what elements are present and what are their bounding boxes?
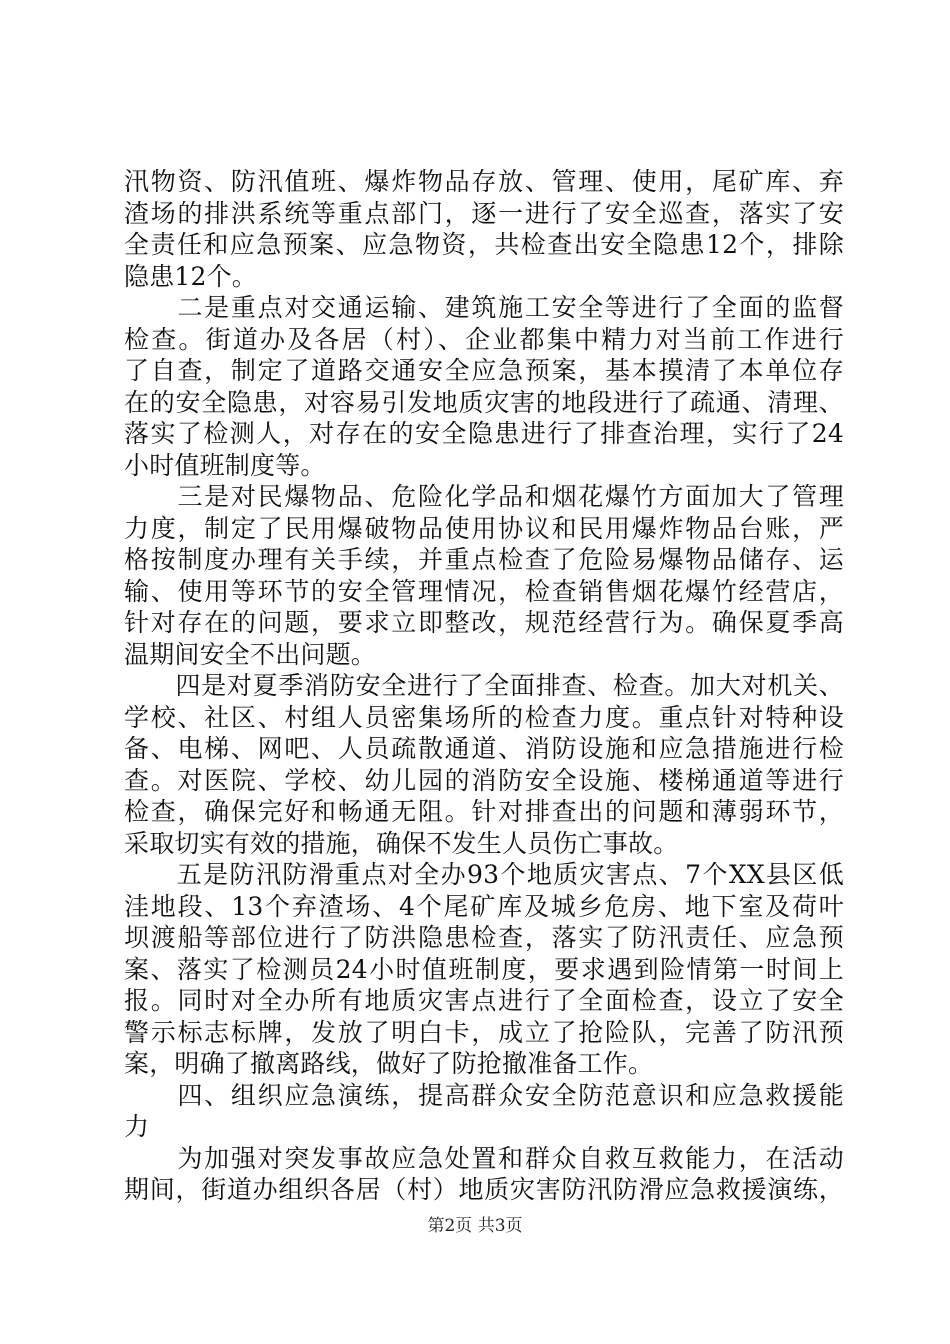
text-line: 检查。街道办及各居（村）、企业都集中精力对当前工作进行 [124,324,844,354]
text-line: 渣场的排洪系统等重点部门，逐一进行了安全巡查，落实了安 [124,198,844,228]
text-line: 温期间安全不出问题。 [124,639,377,669]
text-line: 案，明确了撤离路线，做好了防抢撤准备工作。 [124,1049,654,1078]
text-line: 警示标志标牌，发放了明白卡，成立了抢险队，完善了防汛预 [124,1017,844,1047]
text-line: 检查，确保完好和畅通无阻。针对排查出的问题和薄弱环节， [124,797,844,826]
text-line: 全责任和应急预案、应急物资，共检查出安全隐患12个，排除 [124,230,844,259]
text-line: 案、落实了检测员24小时值班制度，要求遇到险情第一时间上 [124,954,844,984]
text-line: 学校、社区、村组人员密集场所的检查力度。重点针对特种设 [124,702,844,732]
text-line: 备、电梯、网吧、人员疏散通道、消防设施和应急措施进行检 [124,734,844,763]
text-line: 坝渡船等部位进行了防洪隐患检查，落实了防汛责任、应急预 [124,923,844,952]
text-line: 落实了检测人，对存在的安全隐患进行了排查治理，实行了24 [124,419,844,448]
text-line: 四、组织应急演练，提高群众安全防范意识和应急救援能 [124,1080,844,1110]
text-line: 小时值班制度等。 [124,450,326,480]
text-line: 在的安全隐患，对容易引发地质灾害的地段进行了疏通、清理、 [124,387,844,417]
text-line: 五是防汛防滑重点对全办93个地质灾害点、7个XX县区低 [124,860,844,889]
text-line: 三是对民爆物品、危险化学品和烟花爆竹方面加大了管理 [124,482,844,511]
text-line: 四是对夏季消防安全进行了全面排查、检查。加大对机关、 [124,671,844,700]
text-line: 力度，制定了民用爆破物品使用协议和民用爆炸物品台账，严 [124,513,844,543]
text-line: 格按制度办理有关手续，并重点检查了危险易爆物品储存、运 [124,545,844,574]
text-line: 隐患12个。 [124,261,258,291]
text-line: 针对存在的问题，要求立即整改，规范经营行为。确保夏季高 [124,608,844,637]
text-line: 输、使用等环节的安全管理情况，检查销售烟花爆竹经营店， [124,576,844,606]
text-line: 查。对医院、学校、幼儿园的消防安全设施、楼梯通道等进行 [124,765,844,795]
text-line: 报。同时对全办所有地质灾害点进行了全面检查，设立了安全 [124,986,844,1015]
text-line: 洼地段、13个弃渣场、4个尾矿库及城乡危房、地下室及荷叶 [124,891,844,921]
text-line: 二是重点对交通运输、建筑施工安全等进行了全面的监督 [124,293,844,322]
text-line: 为加强对突发事故应急处置和群众自救互救能力，在活动 [124,1143,844,1173]
text-line: 期间，街道办组织各居（村）地质灾害防汛防滑应急救援演练， [124,1175,844,1204]
page-footer: 第2页 共3页 [427,1216,523,1236]
text-line: 采取切实有效的措施，确保不发生人员伤亡事故。 [124,828,679,858]
text-line: 汛物资、防汛值班、爆炸物品存放、管理、使用，尾矿库、弃 [124,167,844,196]
text-line: 了自查，制定了道路交通安全应急预案，基本摸清了本单位存 [124,356,844,385]
text-line: 力 [124,1112,150,1141]
